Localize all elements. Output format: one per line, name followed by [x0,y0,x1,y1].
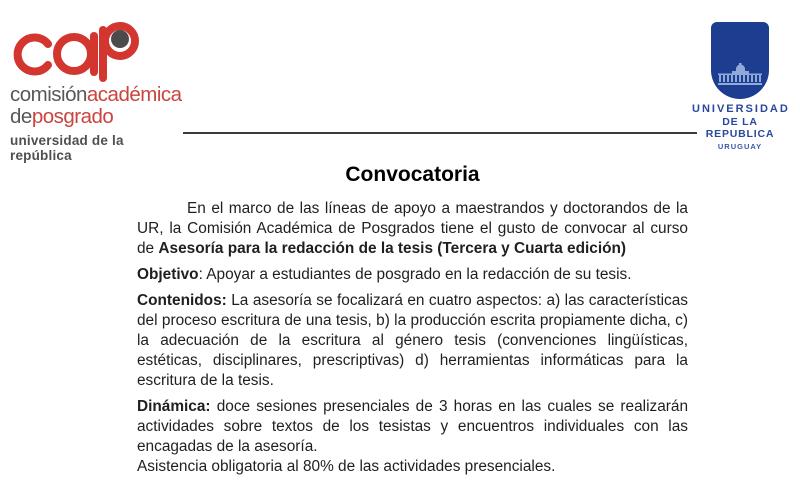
cap-wordmark-line2 [10,107,185,126]
cap-dot-icon [111,30,129,48]
intro-course-name: Asesoría para la redacción de la tesis (Tercera y Cuarta edición) [158,240,627,257]
cap-university-subtitle: universidad de la república [10,133,124,163]
cap-word-comision: comisión [10,83,87,106]
paragraph-intro [137,199,688,259]
document-content [137,163,688,483]
udelar-name-line2: DE LA REPUBLICA [705,116,775,140]
cap-logo [10,18,185,163]
objetivo-text: : Apoyar a estudiantes de posgrado en la redacción de su tesis. [198,266,632,283]
cap-acronym-icon [10,18,143,82]
contenidos-text: La asesoría se focalizará en cuatro aspectos: a) las características del proceso escritura de una tesis, b) la producción escrita propiamente dicha, c) la adecuación de la escritura al género tesis (convenciones lingüísticas, estéticas, disciplinares, prescriptivas) d) herramientas informáticas para la escritura de la tesis. [137,292,688,389]
paragraph-dinamica [137,397,688,457]
cap-word-de: de [10,105,32,128]
contenidos-label: Contenidos: [137,292,227,309]
paragraph-asistencia: Asistencia obligatoria al 80% de las actividades presenciales. [137,458,556,475]
dinamica-text: doce sesiones presenciales de 3 horas en las cuales se realizarán actividades sobre textos de los tesistas y encuentros individuales con las encagadas de la asesoría. [137,398,688,455]
udelar-country: URUGUAY [717,142,763,151]
paragraph-objetivo [137,265,688,285]
udelar-name-line1: UNIVERSIDAD [692,103,790,115]
udelar-logo [692,22,788,151]
cap-word-posgrado: posgrado [31,105,114,128]
objetivo-label: Objetivo [137,266,199,283]
intro-text: En el marco de las líneas de apoyo a maestrandos y doctorandos de la UR, la Comisión Académica de Posgrados tiene el gusto de convocar al curso de [137,200,688,257]
dinamica-label: Dinámica: [137,398,211,415]
udelar-shield-icon [711,22,769,99]
header-divider [183,132,697,134]
cap-wordmark-line1 [10,85,185,104]
cap-word-academica: académica [86,83,182,106]
page-title: Convocatoria [345,163,480,186]
udelar-building-icon [718,63,762,87]
paragraph-contenidos [137,291,688,391]
